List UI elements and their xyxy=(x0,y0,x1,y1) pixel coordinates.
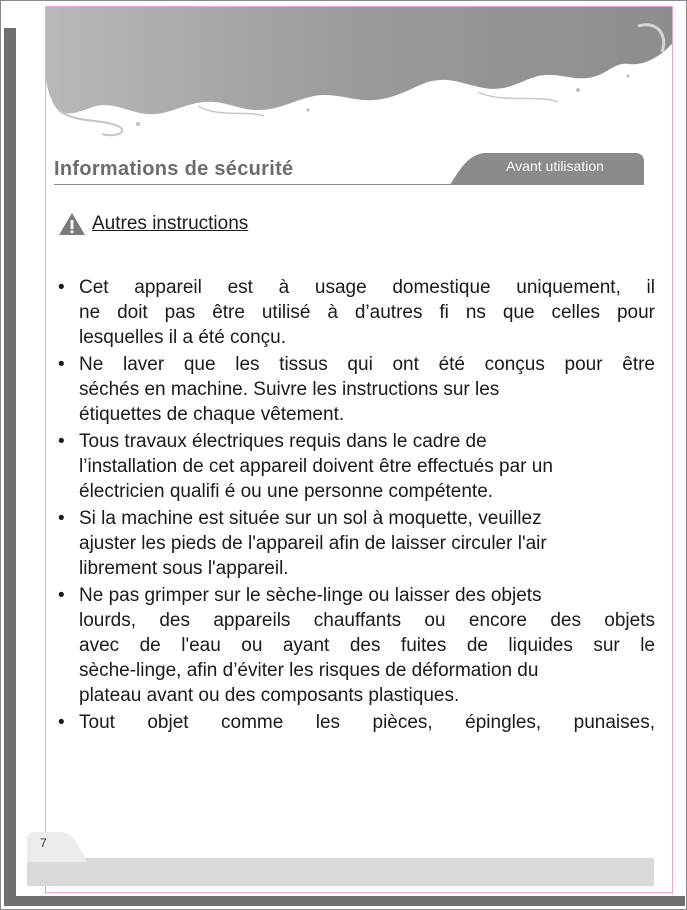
sub-heading xyxy=(58,207,248,241)
bullet: • xyxy=(58,712,65,733)
list-item xyxy=(55,352,655,427)
list-item xyxy=(55,275,655,350)
list-item-line: sèche-linge, afin d’éviter les risques de déformation du xyxy=(79,660,539,681)
list-item-line: plateau avant ou des composants plastiques. xyxy=(79,685,460,706)
list-item-line: Ne pas grimper sur le sèche-linge ou laisser des objets xyxy=(79,585,542,606)
bullet: • xyxy=(58,354,65,375)
list-item-line: lesquelles il a été conçu. xyxy=(79,327,287,348)
section-tab-label: Avant utilisation xyxy=(506,158,604,174)
list-item-line: étiquettes de chaque vêtement. xyxy=(79,404,345,425)
sub-heading-label: Autres instructions xyxy=(92,213,249,234)
page-shadow-bottom xyxy=(4,896,685,906)
list-item-line: ne doit pas être utilisé à d’autres fi ns que celles pour xyxy=(79,302,655,323)
list-item-line: séchés en machine. Suivre les instructions sur les xyxy=(79,379,500,400)
list-item-line: Tout objet comme les pièces, épingles, punaises, xyxy=(79,712,655,733)
bullet: • xyxy=(58,277,65,298)
list-item-line: l’installation de cet appareil doivent être effectués par un xyxy=(79,456,553,477)
header-decorative-art xyxy=(18,6,682,146)
list-item-line: avec de l'eau ou ayant des fuites de liquides sur le xyxy=(79,635,655,656)
list-item xyxy=(55,429,655,504)
list-item-line: Tous travaux électriques requis dans le cadre de xyxy=(79,431,487,452)
list-item-line: Si la machine est située sur un sol à moquette, veuillez xyxy=(79,508,542,529)
instructions-list xyxy=(55,275,655,737)
list-item xyxy=(55,583,655,708)
margin-guide-bottom xyxy=(45,892,673,893)
list-item-line: électricien qualifi é ou une personne compétente. xyxy=(79,481,494,502)
margin-guide-right xyxy=(672,6,673,894)
list-item-line: lourds, des appareils chauffants ou encore des objets xyxy=(79,610,655,631)
section-title: Informations de sécurité xyxy=(54,158,294,180)
footer-bar xyxy=(27,858,654,886)
page-number: 7 xyxy=(40,836,47,850)
bullet: • xyxy=(58,508,65,529)
list-item xyxy=(55,710,655,735)
list-item-line: librement sous l'appareil. xyxy=(79,558,289,579)
margin-guide-top xyxy=(45,6,673,7)
margin-guide-left xyxy=(45,6,46,894)
page-shadow-left xyxy=(4,28,16,906)
list-item-line: Ne laver que les tissus qui ont été conçus pour être xyxy=(79,354,655,375)
bullet: • xyxy=(58,585,65,606)
list-item-line: ajuster les pieds de l'appareil afin de laisser circuler l'air xyxy=(79,533,547,554)
list-item-line: Cet appareil est à usage domestique uniquement, il xyxy=(79,277,655,298)
page-number-tab xyxy=(27,832,87,862)
list-item xyxy=(55,506,655,581)
bullet: • xyxy=(58,431,65,452)
warning-triangle-icon xyxy=(58,212,86,236)
